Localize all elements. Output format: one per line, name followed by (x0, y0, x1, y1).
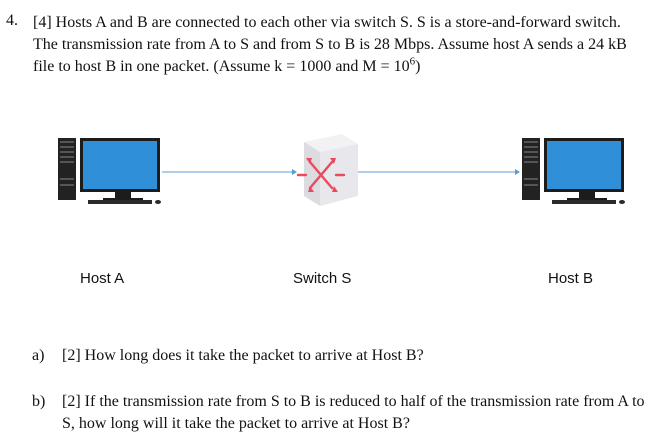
exponent-base: 10 (393, 58, 410, 75)
question-text (33, 12, 645, 78)
desktop-computer-icon (522, 138, 625, 204)
host-b-label: Host B (548, 270, 594, 287)
question-body: Hosts A and B are connected to each other via switch S. S is a store-and-forward switch. The transmission rate from A to S and from S to B is 28 Mbps. Assume host A sends a 24 kB file to host B in one packet. (Assume k = 1000 and M = (33, 14, 627, 75)
desktop-computer-icon (58, 138, 161, 204)
subquestion-text: [2] If the transmission rate from S to B is reduced to half of the transmission rate from A to S, how long will it take the packet to arrive at Host B? (62, 393, 645, 432)
subquestion-a (32, 345, 652, 367)
link-s-to-b (358, 169, 520, 175)
subquestion-letter: a) (32, 347, 45, 364)
question-points: [4] (33, 14, 52, 31)
network-switch-icon (298, 134, 358, 206)
subquestion-text: [2] How long does it take the packet to arrive at Host B? (62, 347, 424, 364)
question-number: 4. (6, 12, 18, 29)
question-closing: ) (415, 58, 421, 75)
host-a-label: Host A (80, 270, 125, 287)
switch-label: Switch S (293, 270, 352, 287)
subquestion-letter: b) (32, 393, 46, 410)
exponent-power: 6 (409, 55, 416, 68)
subquestion-b (32, 391, 652, 435)
link-a-to-s (162, 169, 297, 175)
network-diagram (0, 120, 655, 220)
